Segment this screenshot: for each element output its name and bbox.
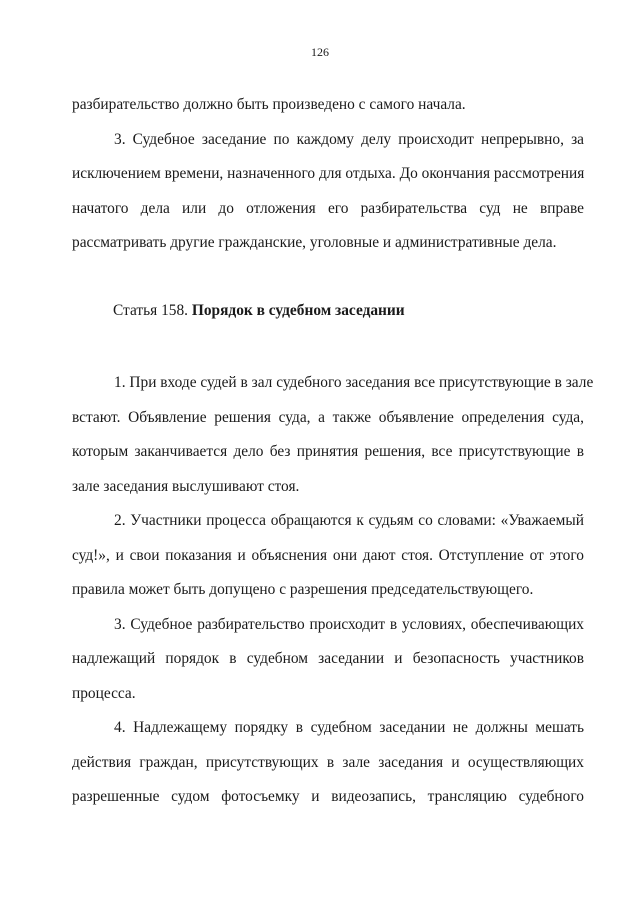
paragraph-line: разбирательство должно быть произведено с самого начала. (72, 96, 466, 113)
text-block-bottom (72, 366, 594, 815)
page-number: 126 (311, 45, 329, 59)
paragraph-line: исключением времени, назначенного для отдыха. До окончания рассмотрения (72, 165, 585, 182)
paragraph-line: зале заседания выслушивают стоя. (72, 477, 300, 495)
paragraph-line: которым заканчивается дело без принятия решения, все присутствующие в (72, 443, 584, 460)
paragraph-line: разрешенные судом фотосъемку и видеозапись, трансляцию судебного (72, 788, 584, 805)
paragraph-line: надлежащий порядок в судебном заседании и безопасность участников (72, 650, 584, 667)
text-block-top (72, 88, 584, 261)
article-number: Статья 158. (113, 302, 189, 319)
paragraph-line: рассматривать другие гражданские, уголовные и административные дела. (72, 234, 557, 251)
paragraph-line: действия граждан, присутствующих в зале заседания и осуществляющих (72, 753, 584, 771)
paragraph-line: встают. Объявление решения суда, а также объявление определения суда, (72, 408, 584, 426)
paragraph-line: суд!», и свои показания и объяснения они дают стоя. Отступление от этого (72, 546, 584, 564)
paragraph-line: 1. При входе судей в зал судебного заседания все присутствующие в зале (114, 374, 594, 391)
article-title: Порядок в судебном заседании (191, 302, 405, 319)
paragraph-line: 3. Судебное разбирательство происходит в условиях, обеспечивающих (114, 615, 584, 633)
article-heading (113, 300, 405, 322)
paragraph-line: процесса. (72, 684, 136, 702)
paragraph-line: 2. Участники процесса обращаются к судьям со словами: «Уважаемый (114, 512, 584, 529)
paragraph-line: начатого дела или до отложения его разбирательства суд не вправе (72, 199, 584, 217)
paragraph-line: 4. Надлежащему порядку в судебном заседании не должны мешать (114, 719, 584, 736)
paragraph-line: правила может быть допущено с разрешения председательствующего. (72, 581, 534, 598)
paragraph-line: 3. Судебное заседание по каждому делу происходит непрерывно, за (114, 130, 584, 148)
